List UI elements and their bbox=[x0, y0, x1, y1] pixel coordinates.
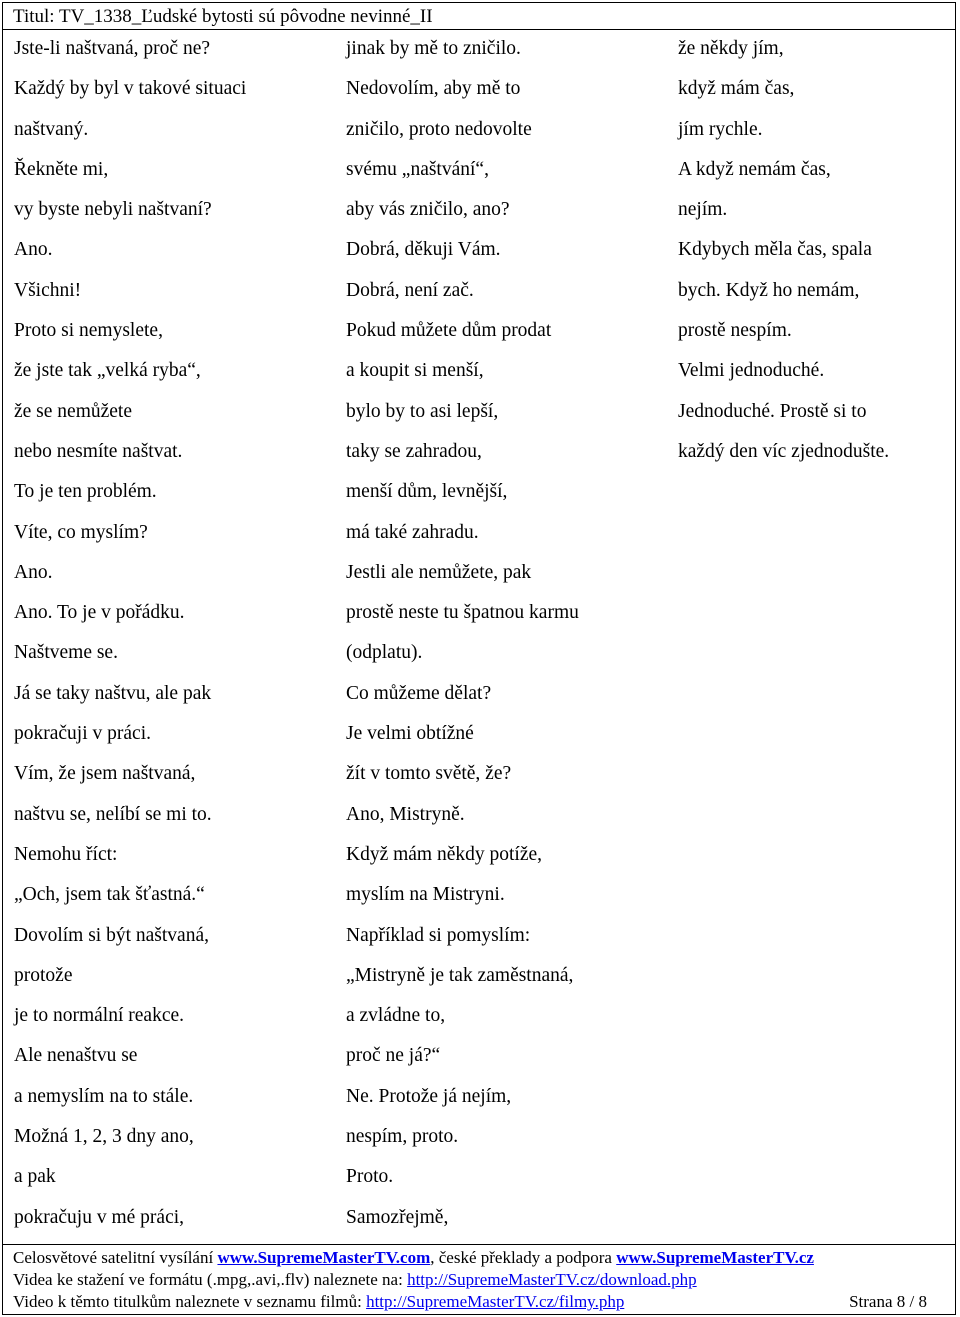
subtitle-line: Vím, že jsem naštvaná, bbox=[14, 763, 196, 785]
subtitle-column-2 bbox=[346, 38, 579, 1247]
subtitle-line: má také zahradu. bbox=[346, 521, 479, 543]
subtitle-line: bylo by to asi lepší, bbox=[346, 400, 499, 422]
subtitle-line: myslím na Mistryni. bbox=[346, 884, 505, 906]
subtitle-line: Dovolím si být naštvaná, bbox=[14, 924, 209, 946]
subtitle-line: jinak by mě to zničilo. bbox=[346, 38, 521, 59]
subtitle-line: Proto. bbox=[346, 1166, 394, 1188]
page-footer bbox=[2, 1244, 956, 1315]
document-title-box bbox=[2, 2, 956, 30]
subtitle-line: nebo nesmíte naštvat. bbox=[14, 440, 183, 462]
footer-link-com[interactable]: www.SupremeMasterTV.com bbox=[217, 1248, 431, 1267]
subtitle-line: Všichni! bbox=[14, 279, 82, 301]
subtitle-line: Samozřejmě, bbox=[346, 1206, 449, 1228]
footer-line-broadcast bbox=[13, 1248, 814, 1268]
subtitle-line: Ne. Protože já nejím, bbox=[346, 1085, 512, 1107]
subtitle-line: Víte, co myslím? bbox=[14, 521, 148, 543]
subtitle-line: Jste-li naštvaná, proč ne? bbox=[14, 38, 211, 59]
subtitle-line: Já se taky naštvu, ale pak bbox=[14, 682, 212, 704]
subtitle-line: jím rychle. bbox=[678, 118, 763, 140]
footer-films-text: Video k těmto titulkům naleznete v seznamu filmů: bbox=[13, 1292, 367, 1311]
subtitle-line: Naštveme se. bbox=[14, 642, 118, 664]
subtitle-line: Kdybych měla čas, spala bbox=[678, 239, 872, 261]
subtitle-line: (odplatu). bbox=[346, 642, 423, 664]
subtitle-line: prostě neste tu špatnou karmu bbox=[346, 602, 579, 624]
subtitle-line: Nedovolím, aby mě to bbox=[346, 78, 521, 100]
subtitle-line: a nemyslím na to stále. bbox=[14, 1085, 194, 1107]
footer-broadcast-text: Celosvětové satelitní vysílání bbox=[13, 1248, 218, 1267]
subtitle-line: naštvaný. bbox=[14, 118, 89, 140]
subtitle-line: Možná 1, 2, 3 dny ano, bbox=[14, 1126, 194, 1148]
subtitle-line: a zvládne to, bbox=[346, 1005, 446, 1027]
subtitle-line: zničilo, proto nedovolte bbox=[346, 118, 532, 140]
footer-line-films bbox=[13, 1292, 624, 1312]
subtitle-line: pokračuji v práci. bbox=[14, 723, 151, 745]
subtitle-line: Pokud můžete dům prodat bbox=[346, 320, 552, 342]
subtitle-line: a pak bbox=[14, 1166, 56, 1188]
subtitle-line: žít v tomto světě, že? bbox=[346, 763, 512, 785]
subtitle-line: vy byste nebyli naštvaní? bbox=[14, 199, 212, 221]
subtitle-line: každý den víc zjednodušte. bbox=[678, 440, 890, 462]
page-number: Strana 8 / 8 bbox=[849, 1292, 927, 1311]
subtitle-line: že jste tak „velká ryba“, bbox=[14, 360, 201, 382]
footer-link-download[interactable]: http://SupremeMasterTV.cz/download.php bbox=[407, 1270, 697, 1289]
subtitle-line: Ano. bbox=[14, 561, 53, 583]
subtitle-line: Jestli ale nemůžete, pak bbox=[346, 561, 532, 583]
subtitle-line: Nemohu říct: bbox=[14, 843, 118, 865]
subtitle-line: Je velmi obtížné bbox=[346, 723, 474, 745]
subtitle-line: Ano, Mistryně. bbox=[346, 803, 465, 825]
subtitle-line: taky se zahradou, bbox=[346, 440, 482, 462]
document-title: Titul: TV_1338_Ľudské bytosti sú pôvodne nevinné_II bbox=[13, 6, 433, 27]
subtitle-line: Co můžeme dělat? bbox=[346, 682, 492, 704]
subtitle-line: Ale nenaštvu se bbox=[14, 1045, 138, 1067]
subtitle-line: že někdy jím, bbox=[678, 38, 784, 59]
subtitle-line: naštvu se, nelíbí se mi to. bbox=[14, 803, 212, 825]
subtitle-line: když mám čas, bbox=[678, 78, 795, 100]
footer-download-text: Videa ke stažení ve formátu (.mpg,.avi,.flv) naleznete na: bbox=[13, 1270, 408, 1289]
subtitle-line: že se nemůžete bbox=[14, 400, 133, 422]
subtitle-line: „Mistryně je tak zaměstnaná, bbox=[346, 964, 574, 986]
subtitle-line: Ano. bbox=[14, 239, 53, 261]
footer-link-cz[interactable]: www.SupremeMasterTV.cz bbox=[616, 1248, 814, 1267]
subtitle-table bbox=[2, 30, 956, 1244]
subtitle-column-3 bbox=[678, 38, 889, 481]
subtitle-line: Dobrá, není zač. bbox=[346, 279, 474, 301]
subtitle-line: Jednoduché. Prostě si to bbox=[678, 400, 867, 422]
subtitle-line: svému „naštvání“, bbox=[346, 158, 489, 180]
subtitle-line: nespím, proto. bbox=[346, 1126, 459, 1148]
subtitle-line: protože bbox=[14, 964, 73, 986]
footer-line-download bbox=[13, 1270, 697, 1290]
subtitle-line: pokračuju v mé práci, bbox=[14, 1206, 185, 1228]
subtitle-column-1 bbox=[14, 38, 246, 1247]
subtitle-line: nejím. bbox=[678, 199, 728, 221]
subtitle-line: A když nemám čas, bbox=[678, 158, 831, 180]
footer-translation-text: , české překlady a podpora bbox=[430, 1248, 617, 1267]
subtitle-line: To je ten problém. bbox=[14, 481, 157, 503]
subtitle-line: Proto si nemyslete, bbox=[14, 320, 163, 342]
subtitle-line: Dobrá, děkuji Vám. bbox=[346, 239, 501, 261]
subtitle-line: Každý by byl v takové situaci bbox=[14, 78, 247, 100]
subtitle-line: aby vás zničilo, ano? bbox=[346, 199, 510, 221]
subtitle-line: menší dům, levnější, bbox=[346, 481, 508, 503]
footer-link-films[interactable]: http://SupremeMasterTV.cz/filmy.php bbox=[366, 1292, 625, 1311]
subtitle-line: prostě nespím. bbox=[678, 320, 792, 342]
subtitle-line: je to normální reakce. bbox=[14, 1005, 185, 1027]
subtitle-line: a koupit si menší, bbox=[346, 360, 484, 382]
subtitle-line: proč ne já?“ bbox=[346, 1045, 441, 1067]
subtitle-line: Když mám někdy potíže, bbox=[346, 843, 543, 865]
subtitle-line: Ano. To je v pořádku. bbox=[14, 602, 185, 624]
subtitle-line: Například si pomyslím: bbox=[346, 924, 531, 946]
subtitle-line: „Och, jsem tak šťastná.“ bbox=[14, 884, 205, 906]
subtitle-line: Velmi jednoduché. bbox=[678, 360, 825, 382]
subtitle-line: Řekněte mi, bbox=[14, 158, 109, 180]
subtitle-line: bych. Když ho nemám, bbox=[678, 279, 860, 301]
